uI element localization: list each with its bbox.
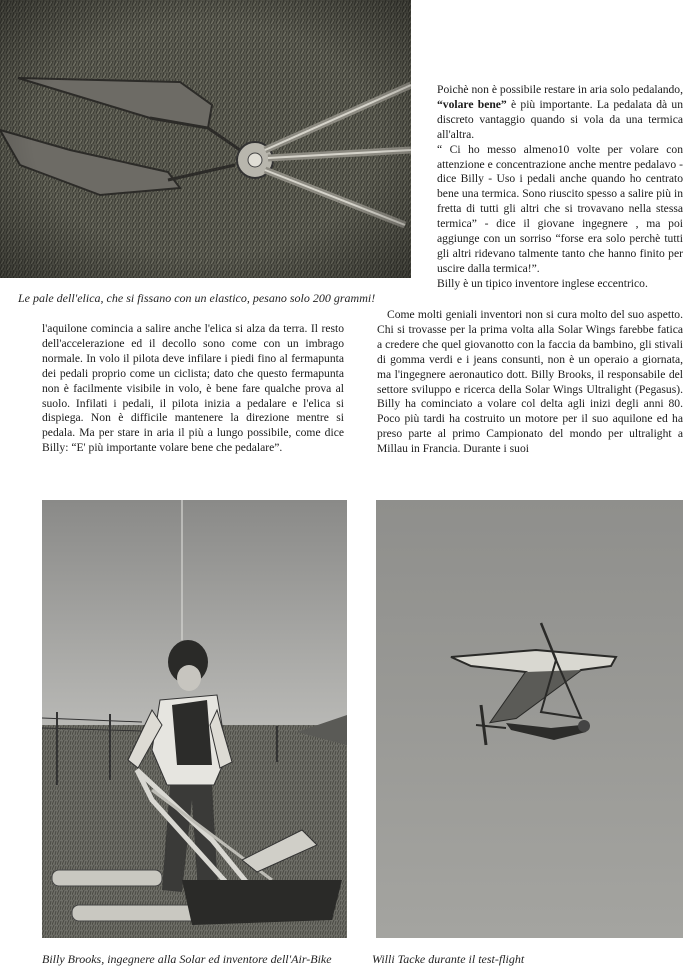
right-text-p2: “ Ci ho messo almeno10 volte per volare con attenzione e concentrazione anche mentre pedalavo - dice Billy - Uso i pedali anche quando ho centrato bene una termica. Sono riuscito spesso a salire più in fretta di tutti gli altri che si trovavano nella stessa termica” - dice il giovane ingegnere , ma poi aggiunge con un sorriso “forse era solo perchè tutti gli altri ridevano talmente tanto che hanno finito per uscire dalla termica!”. <box>437 142 683 275</box>
right-text-p1b: è più importante. La pedalata dà un discreto vantaggio quando si vola da una termica all'altra. <box>437 97 683 141</box>
middle-right-text-paragraph: Come molti geniali inventori non si cura molto del suo aspetto. Chi si trovasse per la prima volta alla Solar Wings farebbe fatica a credere che quel giovanotto con la faccia da bambino, gli stivali di gomma verdi e i jeans consunti, non è un operaio a giornata, ma l'ingegnere aeronautico dott. Billy Brooks, il responsabile del settore sviluppo e ricerca della Solar Wings Ultralight (Pegasus). Billy ha cominciato a volare col delta agli inizi degli anni 80. Poco più tardi ha costruito un motore per il suo aquilone ed ha preso parte al primo Campionato del mondo per ultralight a Millau in Francia. Durante i suoi <box>377 308 683 456</box>
willi-tacke-photo <box>376 500 683 938</box>
left-column-text <box>42 322 344 456</box>
left-text-paragraph: l'aquilone comincia a salire anche l'elica si alza da terra. Il resto dell'accelerazione ed il decollo sono come con un imbrago normale. In volo il pilota deve infilare i piedi fino al fermapunta dei pedali proprio come un ciclista; dato che questo fermapunta non è facilmente visibile in volo, è bene fare qualche prova al suolo. Infilati i pedali, il pilota inizia a pedalare e l'elica si dispiega. Non è difficile mantenere la direzione mentre si pedala. Ma per stare in aria il più a lungo possibile, come dice Billy: “E' più importante volare bene che pedalare”. <box>42 322 344 455</box>
right-text-p1a: Poichè non è possibile restare in aria solo pedalando, <box>437 83 683 96</box>
billy-brooks-illustration <box>42 500 347 938</box>
propeller-blades-photo <box>0 0 411 278</box>
billy-brooks-photo <box>42 500 347 938</box>
propeller-blades-illustration <box>0 0 411 278</box>
middle-right-column-text <box>377 308 683 457</box>
willi-tacke-caption: Willi Tacke durante il test-flight <box>372 952 525 966</box>
volare-bene-emphasis: “volare bene” <box>437 97 507 111</box>
right-column-text <box>437 83 683 292</box>
right-text-p3: Billy è un tipico inventore inglese eccentrico. <box>437 276 648 290</box>
billy-brooks-caption: Billy Brooks, ingegnere alla Solar ed inventore dell'Air-Bike <box>42 952 332 966</box>
hang-glider-illustration <box>376 500 683 938</box>
propeller-photo-caption: Le pale dell'elica, che si fissano con un elastico, pesano solo 200 grammi! <box>18 291 376 305</box>
